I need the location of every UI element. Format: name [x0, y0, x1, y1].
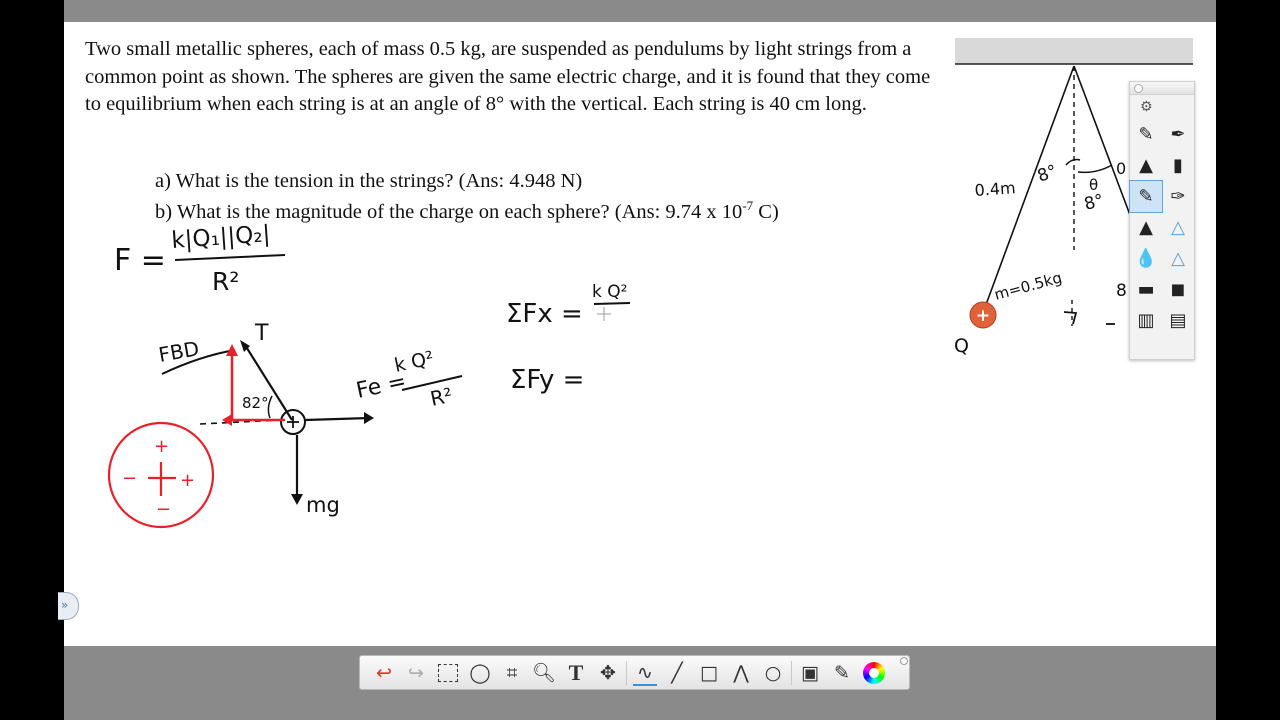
rectangle-select-icon[interactable] [432, 658, 464, 688]
palette-titlebar[interactable] [1130, 82, 1194, 95]
undo-button[interactable]: ↩ [376, 661, 392, 684]
svg-text:+: + [154, 436, 170, 457]
pencil-icon[interactable]: ✎ [1138, 124, 1154, 145]
svg-text:−: − [156, 499, 172, 520]
length-label: 0.4m [973, 178, 1017, 200]
polyline-icon[interactable]: ⋀ [733, 661, 749, 684]
charge-label: Q [954, 335, 969, 357]
toolbar-close-icon[interactable] [900, 657, 908, 665]
fine-pen-icon[interactable]: ✎ [1130, 181, 1162, 212]
color-wheel-icon[interactable] [858, 658, 890, 688]
right-eight-label: 8 [1116, 281, 1127, 301]
settings-icon[interactable]: ⚙ [1140, 99, 1153, 115]
triangle-icon[interactable]: △ [1171, 248, 1185, 269]
pen-icon[interactable]: ✒ [1170, 124, 1186, 145]
pen-grid [1130, 119, 1194, 336]
question-b-unit: C) [753, 200, 779, 223]
fe-label: Fe = [354, 368, 409, 404]
svg-text:+: + [180, 470, 196, 491]
cone-icon[interactable]: △ [1171, 217, 1185, 238]
angle-label: 8° [1034, 161, 1060, 187]
sum-fx: ΣFx = [506, 299, 583, 329]
svg-text:−: − [122, 468, 138, 489]
drop-icon[interactable]: 💧 [1134, 248, 1158, 269]
redo-button[interactable]: ↪ [408, 661, 424, 684]
question-b-exponent: -7 [742, 198, 754, 213]
fe-denominator: R² [428, 382, 455, 411]
question-a: a) What is the tension in the strings? (Ans: 4.948 N) [155, 170, 583, 192]
cup-icon[interactable]: ▥ [1137, 310, 1155, 331]
angle2-label: 8° [1082, 190, 1106, 215]
pens-icon[interactable]: ✎ [834, 661, 850, 684]
tension-label: T [255, 321, 269, 346]
problem-intro: Two small metallic spheres, each of mass 0.5 kg, are suspended as pendulums by light strings from a common point as shown. The spheres are given the same electric charge, and it is found that they come to equilibrium when each string is at an angle of 8° with the vertical. Each string is 40 cm long. [85, 38, 931, 115]
mg-label: mg [306, 493, 340, 517]
theta-label: θ [1089, 176, 1099, 194]
ellipse-icon[interactable]: ○ [764, 661, 782, 684]
right-string [1074, 66, 1130, 215]
chevron-right-icon: » [61, 598, 69, 612]
ceiling [955, 38, 1193, 64]
toolbar-separator [626, 661, 627, 685]
crop-icon[interactable]: ⌗ [506, 661, 518, 684]
coulomb-numerator: k|Q₁||Q₂| [170, 221, 272, 254]
close-icon[interactable] [1134, 84, 1143, 93]
sum-fx-numerator: k Q² [592, 282, 628, 302]
coulomb-f: F = [114, 243, 166, 278]
coulomb-denominator: R² [212, 267, 240, 296]
highlighter-icon[interactable]: ▮ [1173, 155, 1183, 176]
eraser2-icon[interactable]: ◼ [1170, 279, 1186, 300]
text-tool-button[interactable]: T [568, 659, 584, 685]
electric-force-vector [305, 418, 370, 420]
angle-82-label: 82° [242, 394, 269, 412]
cup2-icon[interactable]: ▤ [1169, 310, 1187, 331]
nib-icon[interactable]: ✑ [1170, 186, 1186, 207]
freehand-pen-icon[interactable]: ∿ [629, 658, 661, 688]
drawing-toolbar [359, 655, 910, 690]
fbd-label: FBD [156, 336, 201, 367]
sum-fy: ΣFy = [510, 365, 585, 395]
zoom-icon[interactable]: 🔍︎ [531, 662, 557, 684]
sphere-sign: + [975, 306, 991, 326]
lasso-icon[interactable]: ◯ [469, 661, 491, 684]
pen-palette [1129, 81, 1195, 360]
brush-icon[interactable]: ▲ [1139, 217, 1153, 238]
right-zero-label: 0 [1116, 159, 1127, 178]
rectangle-icon[interactable]: □ [700, 661, 718, 684]
move-icon[interactable]: ✥ [600, 661, 616, 684]
fe-numerator: k Q² [392, 347, 436, 377]
marker-icon[interactable]: ▲ [1139, 155, 1153, 176]
mass-label: m=0.5kg [992, 268, 1064, 304]
toolbar-separator [791, 661, 792, 685]
line-icon[interactable]: ╱ [671, 661, 683, 684]
paste-icon[interactable]: ▣ [801, 661, 819, 684]
question-b-text: b) What is the magnitude of the charge on each sphere? (Ans: 9.74 x 10 [155, 200, 743, 223]
eraser-icon[interactable]: ▬ [1137, 279, 1155, 300]
